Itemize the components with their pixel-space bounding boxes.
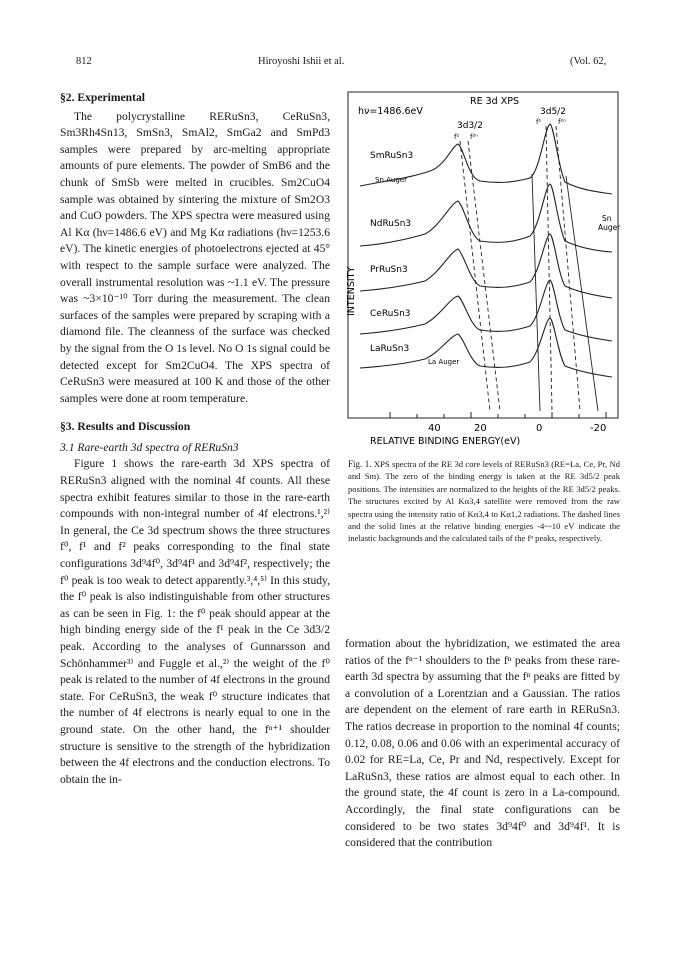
sn-auger-right-label-2: Auger [598,223,621,232]
right-column [345,636,620,852]
x-tick-20: 20 [474,423,487,434]
paragraph-experimental: The polycrystalline RERuSn3, CeRuSn3, Sm3Rh4Sn13, SmSn3, SmAl2, SmGa2 and SmPd3 samples were prepared by arc-melting appropriate amounts of pure elements. The powder of SmB6 and the chunk of SmSb were melted in crucibles. Sm2CuO4 sample was obtained by sintering the mixture of Sm2O3 and CuO powders. The XPS spectra were measured using Al Kα (hν=1486.6 eV) and Mg Kα radiations (hν=1253.6 eV). The kinetic energies of photoelectrons ejected at 45° with respect to the sample surface were analyzed. The overall instrumental resolution was ~1.1 eV. The pressure was ~3×10⁻¹⁰ Torr during the measurement. The clean surfaces of the samples were prepared by scraping with a diamond file. The cleanness of the surface was checked by the signal from the O 1s level. No O 1s signal could be detected except for Sm2CuO4. The XPS spectra of CeRuSn3 were measured at 100 K and those of the other samples were done at room temperature. [60,109,330,405]
left-column [60,90,330,788]
paragraph-results-right: formation about the hybridization, we estimated the area ratios of the fⁿ⁻¹ shoulders to the fⁿ peaks from these rare-earth 3d spectra by assuming that the fⁿ peaks are fitted by a convolution of a Lorentzian and a Gaussian. The ratios are dependent on the element of rare earth in RERuSn3. The ratios decrease in proportion to the nominal 4f counts; 0.12, 0.08, 0.06 and 0.06 with an experimental accuracy of 0.02 for RE=La, Ce, Pr and Nd, respectively. Except for LaRuSn3, these ratios are almost equal to each other. In the ground state, the 4f count is zero in a La-compound. Accordingly, the final state configurations can be considered to be two states 3d⁹4f⁰ and 3d⁹4f¹. It is considered that the contribution [345,637,620,850]
x-tick-minus20: -20 [590,423,607,434]
figure-1 [340,86,625,452]
spectrum-nd [360,184,612,252]
volume-label: (Vol. 62, [570,56,607,67]
guide-lines [460,126,580,411]
x-tick-40: 40 [428,423,441,434]
peak-label-f1-left: f¹ [454,133,460,141]
la-auger-label: La Auger [428,358,460,366]
sample-label-sm: SmRuSn3 [370,151,414,161]
page-number: 812 [76,56,92,67]
x-ticks [390,412,606,418]
section-heading-experimental: §2. Experimental [60,91,146,104]
sample-label-pr: PrRuSn3 [370,265,408,275]
xps-spectra-plot [340,86,625,452]
sample-label-nd: NdRuSn3 [370,219,412,229]
peak-label-3d32: 3d3/2 [457,121,483,131]
figure-caption-text: XPS spectra of the RE 3d core levels of RERuSn3 (RE=La, Ce, Pr, Nd and Sm). The zero of the binding energy is taken at the RE 3d5/2 peak positions. The intensities are normalized to the heights of the RE 3d5/2 peaks. The structures excited by Al Kα3,4 satellite were removed from the raw spectra using the intensity ratio of Kα3,4 to Kα1,2 radiations. The dashed lines and the solid lines at the relative binding energies -4~-10 eV indicate the inelastic backgrounds and the calculated tails of the fⁿ peaks, respectively. [348,459,620,544]
subsection-heading: 3.1 Rare-earth 3d spectra of RERuSn3 [60,440,239,454]
running-title: Hiroyoshi Ishii et al. [258,56,345,67]
section-heading-results: §3. Results and Discussion [60,420,191,434]
sn-auger-right-label-1: Sn [602,214,612,223]
sample-label-ce: CeRuSn3 [370,309,411,319]
page-header [0,56,680,72]
peak-label-f2-left: f²ⁿ [470,133,479,141]
x-tick-0: 0 [536,423,543,434]
peak-label-f2-right: f²ⁿ [558,118,567,126]
background-lines [532,174,598,411]
plot-frame [348,92,618,418]
figure-title: RE 3d XPS [470,96,519,107]
figure-caption-label: Fig. 1. [348,459,372,469]
x-axis-label: RELATIVE BINDING ENERGY(eV) [370,436,521,447]
peak-label-f1-right: f¹ [536,118,542,126]
sample-label-la: LaRuSn3 [370,344,410,354]
peak-label-3d52: 3d5/2 [540,107,566,117]
photon-energy-label: hν=1486.6eV [358,106,423,117]
y-axis-label: INTENSITY [346,266,357,316]
sn-auger-left-label: Sn Auger [375,176,407,184]
figure-caption [348,458,620,545]
paragraph-results-left: Figure 1 shows the rare-earth 3d XPS spectra of RERuSn3 aligned with the nominal 4f counts. All these spectra exhibit features similar to those in the rare-earth compounds with non-integral number of 4f electrons.¹,²⁾ In general, the Ce 3d spectrum shows the three structures f⁰, f¹ and f² peaks corresponding to the final state configurations 3d⁹4f⁰, 3d⁹4f¹ and 3d⁹4f², respectively; the f⁰ peak is too weak to detect apparently.³,⁴,⁵⁾ In this study, the f⁰ peak is also indistinguishable from other structures as can be seen in Fig. 1: the f⁰ peak should appear at the high binding energy side of the f¹ peak in the Ce 3d3/2 peak. According to the analyses of Gunnarsson and Schönhammer³⁾ and Fuggle et al.,²⁾ the weight of the f⁰ peak is related to the number of 4f electrons in the ground state. For CeRuSn3, the weak f⁰ structure indicates that the number of 4f electrons is nearly equal to one in the ground state. On the other hand, the fⁿ⁺¹ shoulder structure is sensitive to the strength of the hybridization between the 4f electrons and the conduction electrons. To obtain the in- [60,457,330,786]
